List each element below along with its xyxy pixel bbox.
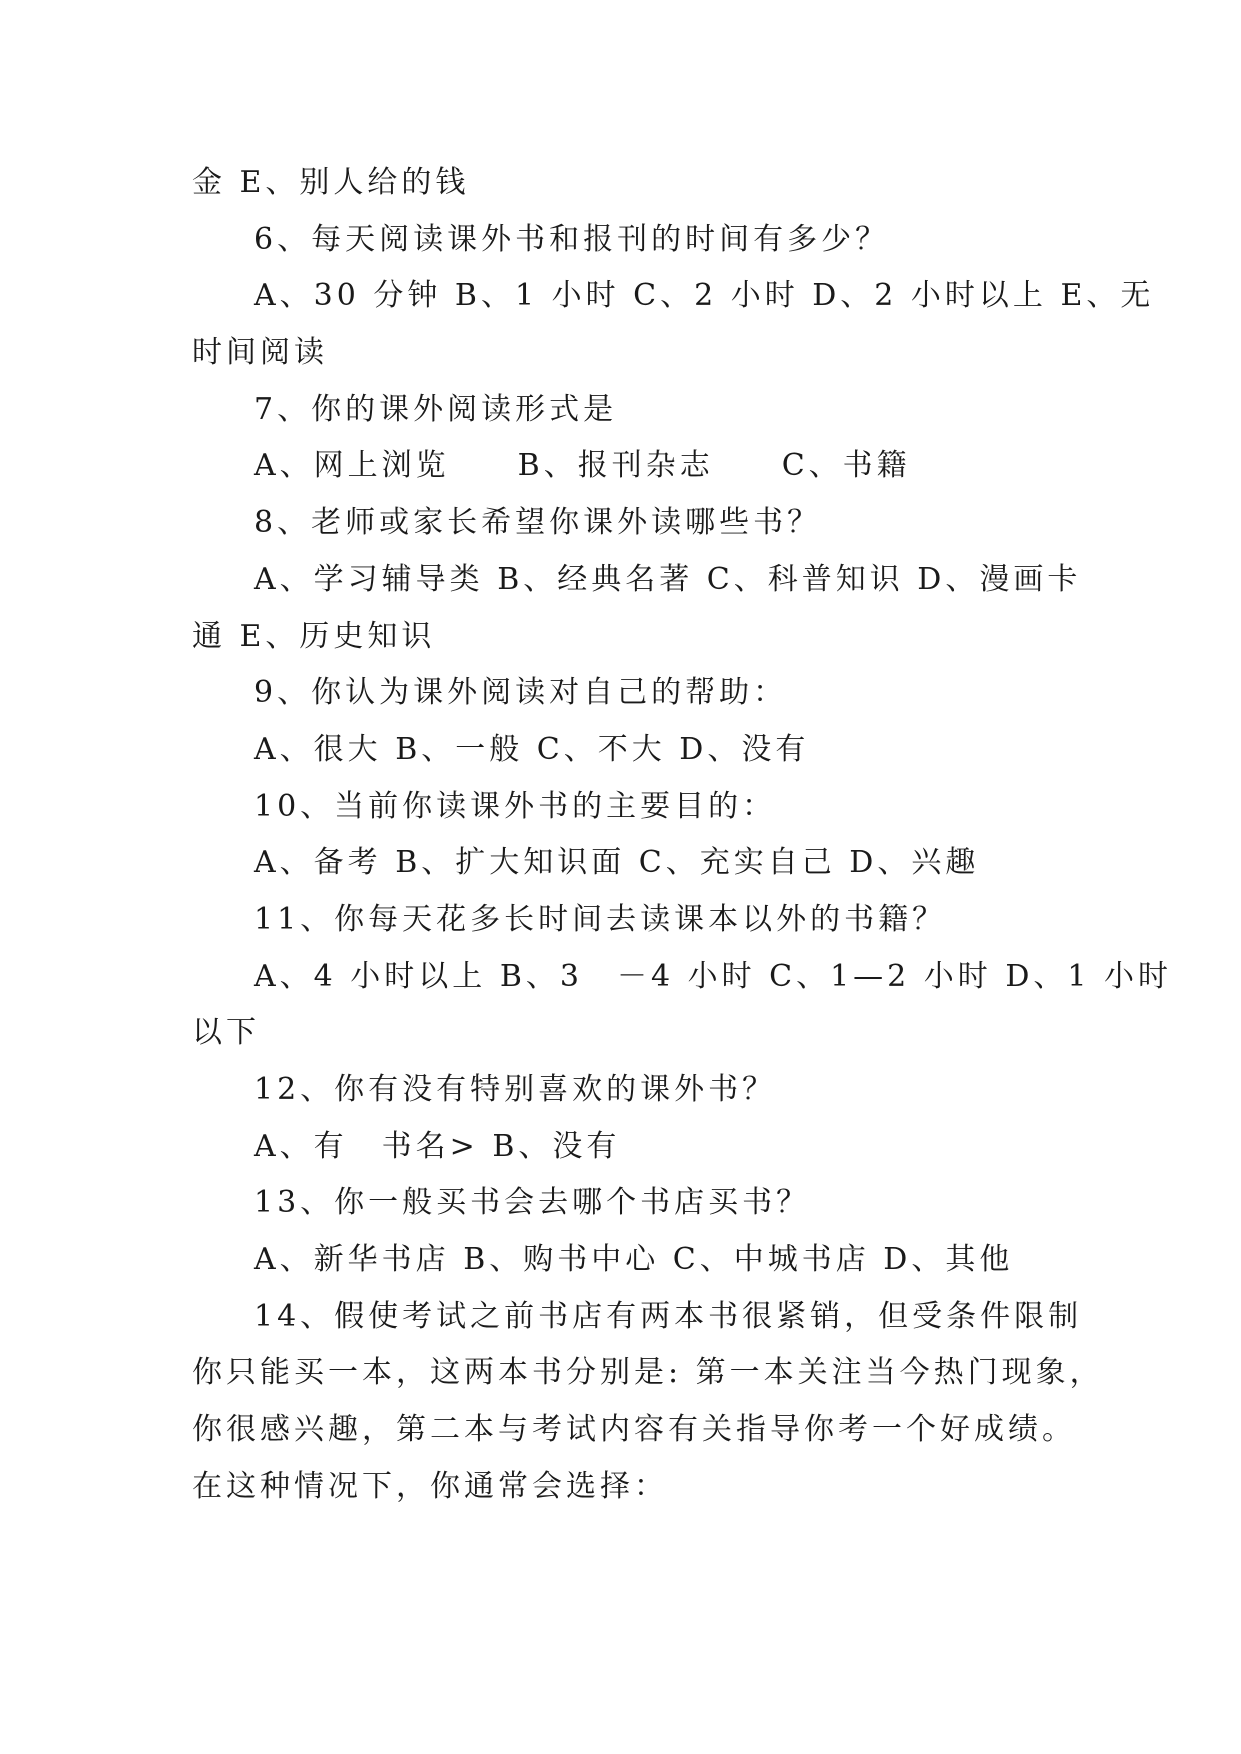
question-9: 9、你认为课外阅读对自己的帮助： bbox=[254, 675, 788, 710]
options-10: A、备考 B、扩大知识面 C、充实自己 D、兴趣 bbox=[254, 845, 980, 880]
question-6: 6、每天阅读课外书和报刊的时间有多少？ bbox=[254, 222, 890, 257]
options-11: A、4 小时以上 B、3 －4 小时 C、1—2 小时 D、1 小时 bbox=[254, 959, 1172, 994]
options-12: A、有 书名> B、没有 bbox=[254, 1129, 621, 1164]
question-12: 12、你有没有特别喜欢的课外书？ bbox=[254, 1072, 777, 1107]
question-8: 8、老师或家长希望你课外读哪些书？ bbox=[254, 505, 822, 540]
text-line: 你很感兴趣，第二本与考试内容有关指导你考一个好成绩。 bbox=[192, 1412, 1076, 1447]
options-6: A、30 分钟 B、1 小时 C、2 小时 D、2 小时以上 E、无 bbox=[254, 278, 1155, 313]
question-11: 11、你每天花多长时间去读课本以外的书籍？ bbox=[254, 902, 947, 937]
options-13: A、新华书店 B、购书中心 C、中城书店 D、其他 bbox=[254, 1242, 1014, 1277]
text-line: 在这种情况下，你通常会选择： bbox=[192, 1469, 668, 1504]
text-line: 以下 bbox=[192, 1015, 260, 1050]
text-line: 时间阅读 bbox=[192, 335, 328, 370]
options-7: A、网上浏览 B、报刊杂志 C、书籍 bbox=[254, 448, 911, 483]
question-10: 10、当前你读课外书的主要目的： bbox=[254, 789, 777, 824]
options-9: A、很大 B、一般 C、不大 D、没有 bbox=[254, 732, 810, 767]
question-14: 14、假使考试之前书店有两本书很紧销，但受条件限制 bbox=[254, 1299, 1083, 1334]
text-line: 金 E、别人给的钱 bbox=[192, 165, 470, 200]
question-7: 7、你的课外阅读形式是 bbox=[254, 392, 618, 427]
text-line: 通 E、历史知识 bbox=[192, 619, 436, 654]
question-13: 13、你一般买书会去哪个书店买书？ bbox=[254, 1185, 811, 1220]
options-8: A、学习辅导类 B、经典名著 C、科普知识 D、漫画卡 bbox=[254, 562, 1082, 597]
text-line: 你只能买一本，这两本书分别是: 第一本关注当今热门现象， bbox=[192, 1355, 1104, 1390]
